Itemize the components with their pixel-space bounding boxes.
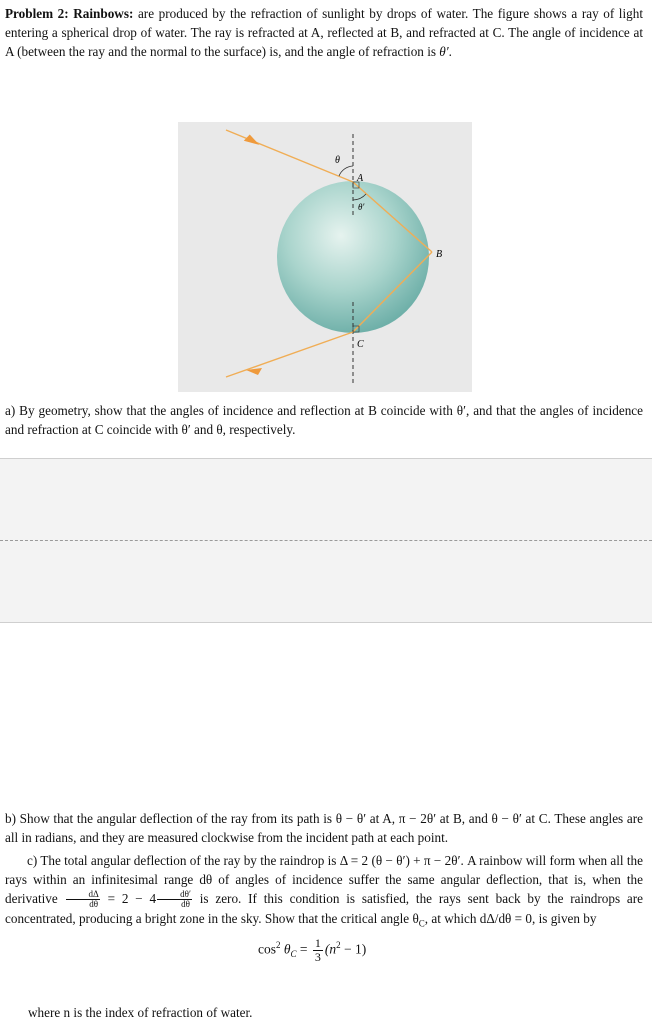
label-c: C	[357, 339, 364, 350]
derivative2-den: dθ	[181, 899, 190, 910]
intro-end: .	[448, 44, 452, 59]
problem-intro	[5, 4, 643, 61]
problem-intro-text: are produced by the refraction of sunlight by drops of water. The figure shows a ray of light entering a spherical drop of water. The ray is refracted at A, reflected at B, and refracted at C. The angle of incidence at A (between the ray and the normal to the surface) is, and the angle of refraction is	[5, 6, 643, 59]
part-c-text-2: = 2 − 4	[100, 891, 157, 906]
derivative-num: dΔ	[66, 890, 100, 900]
part-c-sub: C	[418, 919, 425, 930]
problem-title: Problem 2: Rainbows:	[5, 6, 134, 21]
part-a: a) By geometry, show that the angles of incidence and reflection at B coincide with θ′, and that the angles of incidence and refraction at C coincide with θ′ and θ, respectively.	[5, 403, 643, 437]
eq-frac-num: 1	[314, 935, 321, 950]
part-c-text-3: is zero. If this condition is satisfied, the rays sent back by the raindrops are concentrated, producing a bright zone in the sky. Show that the critical angle θ	[5, 891, 643, 927]
label-b: B	[436, 249, 443, 260]
eq-cos: cos	[258, 941, 276, 957]
label-theta-prime: θ′	[358, 202, 365, 212]
eq-theta-sub: C	[290, 949, 297, 960]
eq-rhs-power: 2	[336, 940, 341, 950]
answer-divider	[0, 540, 652, 541]
derivative-den: dθ	[89, 899, 99, 910]
eq-rhs-end: − 1)	[340, 941, 367, 957]
eq-rhs: (n	[324, 941, 337, 957]
critical-angle-equation	[258, 935, 366, 964]
answer-area[interactable]	[0, 458, 652, 623]
eq-fraction	[313, 937, 323, 964]
derivative-fraction	[66, 890, 100, 909]
derivative2-num: dθ′	[157, 890, 192, 900]
eq-theta: θ	[280, 941, 291, 957]
raindrop-figure	[178, 122, 472, 392]
part-c-text-4: , at which dΔ/dθ = 0, is given by	[424, 911, 597, 927]
part-c	[5, 851, 643, 934]
eq-cos-power: 2	[276, 940, 281, 950]
eq-equals: =	[296, 941, 311, 957]
where-note: where n is the index of refraction of water.	[28, 1005, 253, 1020]
derivative-fraction-2	[157, 890, 192, 909]
label-theta: θ	[335, 155, 340, 166]
intro-theta-prime: θ′	[439, 44, 449, 59]
part-c-text-1: c) The total angular deflection of the ray by the raindrop is Δ = 2 (θ − θ′) + π − 2θ′. A rainbow will form when all the rays within an infinitesimal range dθ of angles of incidence suffer the same angular deflection, that is, when the derivative	[5, 853, 643, 906]
eq-frac-den: 3	[314, 949, 321, 964]
part-b: b) Show that the angular deflection of the ray from its path is θ − θ′ at A, π − 2θ′ at B, and θ − θ′ at C. These angles are all in radians, and they are measured clockwise from the incident path at each point.	[5, 811, 643, 845]
label-a: A	[357, 173, 364, 184]
